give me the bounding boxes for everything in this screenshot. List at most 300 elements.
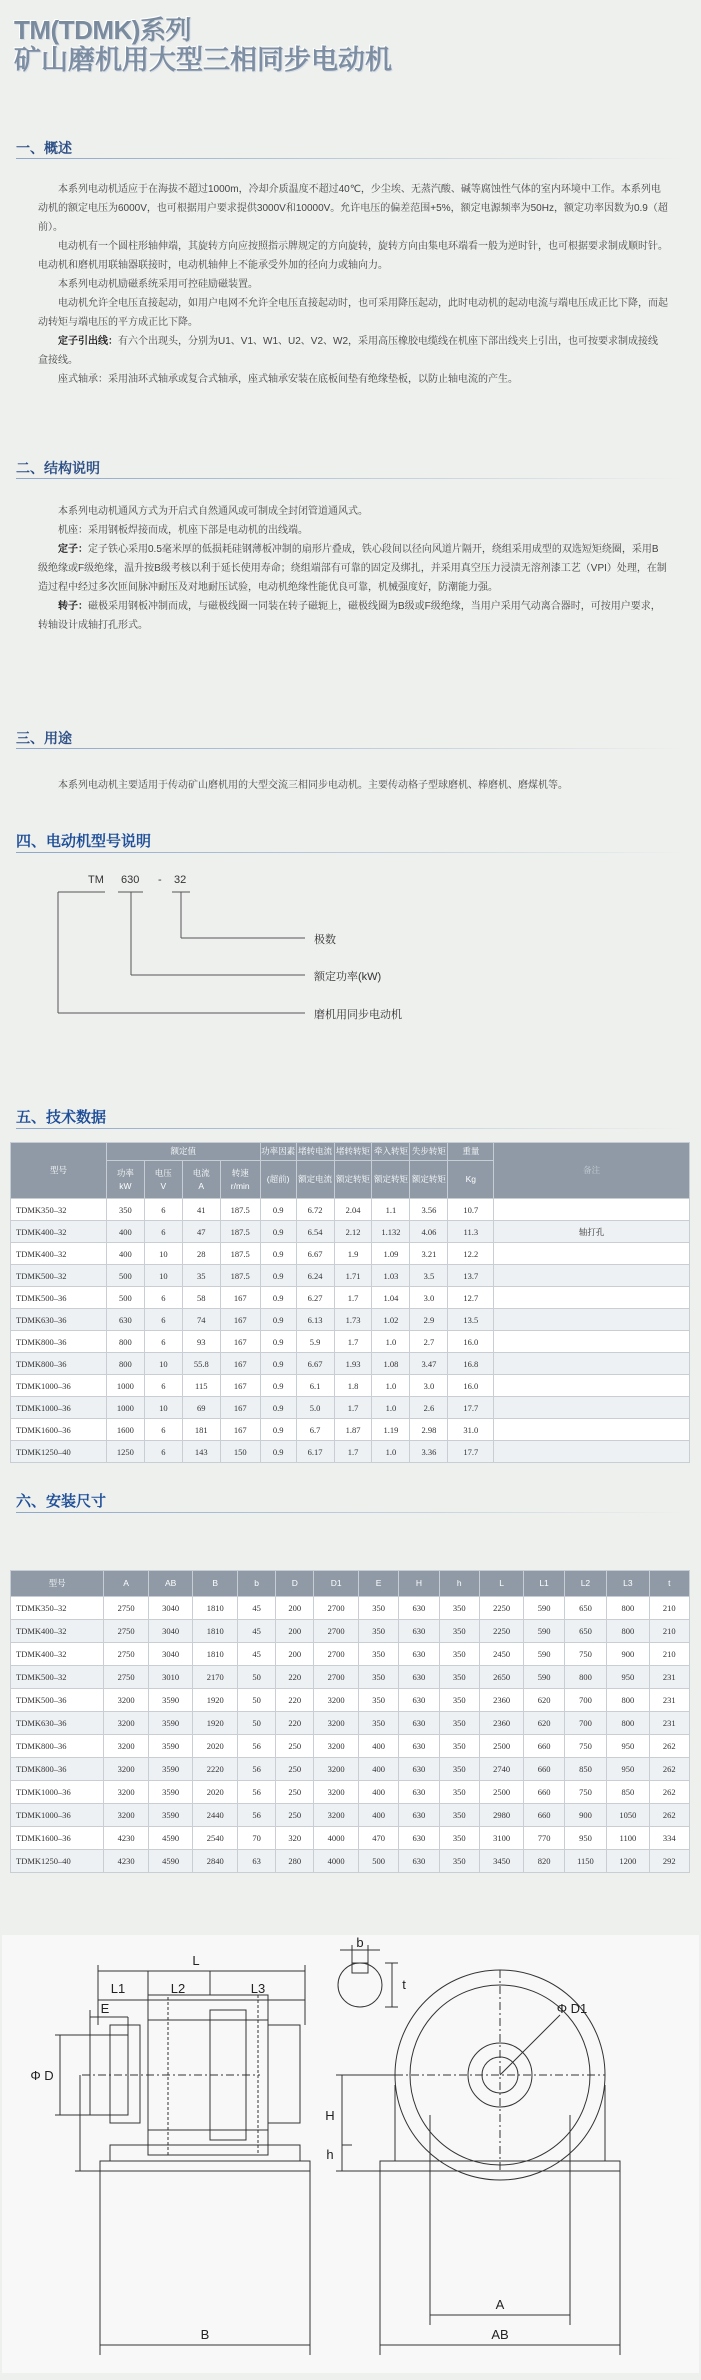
overview-paragraph-text: 座式轴承：采用油环式轴承或复合式轴承，座式轴承安装在底板间垫有绝缘垫板，以防止轴电流的产生。 (58, 374, 518, 385)
tech-table-cell: 400 (106, 1243, 144, 1265)
install-table-cell: 770 (524, 1827, 564, 1850)
tech-table-cell: 5.9 (296, 1331, 334, 1353)
tech-table-cell: 2.9 (410, 1309, 448, 1331)
overview-paragraph-text: 本系列电动机适应于在海拔不超过1000m，冷却介质温度不超过40℃，少尘埃、无蒸汽酸、碱等腐蚀性气体的室内环境中工作。本系列电动机的额定电压为6000V，也可根据用户要求提供3000V和10000V。允许电压的偏差范围+5%，额定电源频率为50Hz，额定功率因数为0.9（超前）。 (38, 184, 668, 233)
install-header-cell: h (439, 1571, 479, 1597)
install-table-cell: 200 (276, 1643, 314, 1666)
install-table-cell: TDMK350–32 (11, 1597, 104, 1620)
install-table-cell: 56 (238, 1735, 276, 1758)
install-table-cell: 2500 (479, 1781, 524, 1804)
install-table-cell: 262 (649, 1804, 689, 1827)
install-table-cell: 2170 (193, 1666, 238, 1689)
tech-table-cell: 1.132 (372, 1221, 410, 1243)
tech-table-cell: 1.08 (372, 1353, 410, 1375)
install-table-cell: 2020 (193, 1781, 238, 1804)
install-table-cell: 3200 (104, 1804, 149, 1827)
tech-table-cell (494, 1419, 690, 1441)
tech-table-cell: 10 (144, 1265, 182, 1287)
install-table-cell: 350 (439, 1804, 479, 1827)
install-table-cell: 590 (524, 1597, 564, 1620)
install-table-cell: 3100 (479, 1827, 524, 1850)
install-table-cell: TDMK1600–36 (11, 1827, 104, 1850)
tech-data-table (10, 1142, 690, 1463)
install-table-cell: 231 (649, 1689, 689, 1712)
install-table-cell: 220 (276, 1666, 314, 1689)
install-table-cell: 45 (238, 1597, 276, 1620)
install-table-cell: 800 (607, 1620, 649, 1643)
tech-table-row (11, 1419, 690, 1441)
install-table-cell: 800 (607, 1597, 649, 1620)
usage-paragraph-text: 本系列电动机主要适用于传动矿山磨机用的大型交流三相同步电动机。主要传动格子型球磨机、棒磨机、磨煤机等。 (58, 780, 568, 791)
install-table-cell: 3200 (104, 1689, 149, 1712)
install-table-cell: 700 (564, 1689, 606, 1712)
install-table-cell: 3040 (148, 1620, 193, 1643)
install-table-cell: 56 (238, 1758, 276, 1781)
tech-table-cell (494, 1375, 690, 1397)
tech-table-cell: 500 (106, 1265, 144, 1287)
install-table-cell: 350 (439, 1689, 479, 1712)
install-table-cell: 2750 (104, 1597, 149, 1620)
tech-table-cell (494, 1287, 690, 1309)
tech-table-cell: TDMK500–36 (11, 1287, 107, 1309)
install-table-cell: 900 (607, 1643, 649, 1666)
tech-table-cell: 0.9 (260, 1287, 296, 1309)
install-table-cell: 50 (238, 1689, 276, 1712)
install-table-cell: 660 (524, 1804, 564, 1827)
structure-paragraph (38, 502, 668, 521)
structure-paragraph-lead: 转子： (58, 601, 88, 612)
install-table-cell: 4000 (314, 1850, 359, 1873)
tech-table-cell: 115 (182, 1375, 220, 1397)
drawing-label-b: b (356, 1935, 364, 1950)
install-table-cell: 800 (564, 1666, 606, 1689)
overview-heading: 一、概述 (16, 140, 72, 156)
tech-table-cell (494, 1397, 690, 1419)
install-table-row (11, 1689, 690, 1712)
install-header-cell: E (358, 1571, 398, 1597)
tech-header-pullout-sub: 额定转矩 (410, 1161, 448, 1199)
tech-table-row (11, 1199, 690, 1221)
install-table-cell: 400 (358, 1781, 398, 1804)
install-table-cell: 3200 (314, 1804, 359, 1827)
install-table-cell: 3200 (104, 1712, 149, 1735)
install-table-cell: 3040 (148, 1643, 193, 1666)
install-table-cell: 820 (524, 1850, 564, 1873)
overview-paragraph (38, 294, 668, 332)
install-table-cell: 3200 (104, 1781, 149, 1804)
tech-table-cell (494, 1353, 690, 1375)
tech-table-cell: 1000 (106, 1397, 144, 1419)
install-header-cell: L1 (524, 1571, 564, 1597)
install-table-cell: 350 (439, 1827, 479, 1850)
tech-table-cell: 1.0 (372, 1331, 410, 1353)
tech-table-cell: 1.71 (334, 1265, 372, 1287)
install-table-cell: 2250 (479, 1597, 524, 1620)
drawing-label-D1: Φ D1 (556, 2001, 588, 2016)
install-table-cell: 2700 (314, 1666, 359, 1689)
install-table-cell: 2440 (193, 1804, 238, 1827)
tech-table-cell (494, 1243, 690, 1265)
tech-table-cell: 0.9 (260, 1199, 296, 1221)
tech-table-cell: 167 (220, 1309, 260, 1331)
install-table-cell: 50 (238, 1666, 276, 1689)
drawing-label-L2: L2 (170, 1981, 186, 1996)
tech-table-row (11, 1287, 690, 1309)
install-table-cell: 2500 (479, 1735, 524, 1758)
install-table-cell: 630 (399, 1643, 439, 1666)
model-label-poles: 极数 (314, 934, 336, 946)
install-table-cell: 630 (399, 1666, 439, 1689)
install-header-cell: b (238, 1571, 276, 1597)
tech-table-cell: 6 (144, 1331, 182, 1353)
install-table-row (11, 1643, 690, 1666)
tech-table-cell: 69 (182, 1397, 220, 1419)
tech-table-cell: 1.04 (372, 1287, 410, 1309)
install-table-cell: 334 (649, 1827, 689, 1850)
tech-table-cell: 1.19 (372, 1419, 410, 1441)
tech-header-locked-torque-sub: 额定转矩 (334, 1161, 372, 1199)
tech-table-cell: TDMK1600–36 (11, 1419, 107, 1441)
install-table-cell: 470 (358, 1827, 398, 1850)
tech-table-cell: 1.8 (334, 1375, 372, 1397)
install-table-cell: TDMK800–36 (11, 1735, 104, 1758)
tech-table-cell: 74 (182, 1309, 220, 1331)
tech-table-cell: 6 (144, 1199, 182, 1221)
install-table-cell: 280 (276, 1850, 314, 1873)
install-table-cell: 210 (649, 1643, 689, 1666)
tech-header-pullin: 牵入转矩 (372, 1143, 410, 1161)
model-code-diagram (0, 880, 340, 1030)
overview-paragraph-text: 有六个出现头，分别为U1、V1、W1、U2、V2、W2，采用高压橡胶电缆线在机座下部出线夹上引出，也可按要求制成接线盒接线。 (38, 336, 659, 366)
install-table-cell: 1920 (193, 1712, 238, 1735)
model-code-separator: - (158, 874, 162, 886)
drawing-label-AB: AB (491, 2327, 509, 2342)
install-table-cell: 350 (439, 1712, 479, 1735)
install-table-row (11, 1597, 690, 1620)
install-table-cell: 3200 (314, 1689, 359, 1712)
tech-table-cell: 41 (182, 1199, 220, 1221)
tech-table-cell: 800 (106, 1331, 144, 1353)
tech-table-cell: 13.7 (448, 1265, 494, 1287)
tech-table-cell: 1.9 (334, 1243, 372, 1265)
tech-table-cell: 3.21 (410, 1243, 448, 1265)
tech-table-row (11, 1221, 690, 1243)
overview-paragraph (38, 237, 668, 275)
tech-table-cell: 400 (106, 1221, 144, 1243)
install-table-cell: 350 (358, 1643, 398, 1666)
tech-table-cell: 167 (220, 1353, 260, 1375)
structure-heading: 二、结构说明 (16, 460, 100, 476)
usage-paragraph (38, 776, 668, 795)
install-dim-table (10, 1570, 690, 1873)
model-label-power: 额定功率(kW) (314, 971, 382, 983)
install-table-cell: 630 (399, 1781, 439, 1804)
install-table-cell: 350 (358, 1597, 398, 1620)
tech-table-cell: 93 (182, 1331, 220, 1353)
structure-body (38, 502, 668, 635)
overview-paragraph-text: 电动机有一个圆柱形轴伸端，其旋转方向应按照指示牌规定的方向旋转，旋转方向由集电环端看一般为逆时针，也可根据要求制成顺时针。电动机和磨机用联轴器联接时，电动机轴伸上不能承受外加的径向力或轴向力。 (38, 241, 668, 271)
install-table-cell: 1100 (607, 1827, 649, 1850)
tech-table-cell: 150 (220, 1441, 260, 1463)
tech-header-weight-unit: Kg (448, 1161, 494, 1199)
tech-table-cell: 1.7 (334, 1287, 372, 1309)
install-table-cell: 210 (649, 1597, 689, 1620)
structure-paragraph-text: 定子铁心采用0.5毫米厚的低损耗硅钢薄板冲制的扇形片叠成，铁心段间以径向风道片隔开，绕组采用成型的双选短矩绕圈，采用B级绝缘或F级绝缘，温升按B级考核以利于延长使用寿命；绕组端部有可靠的固定及绑扎，并采用真空压力浸渍无溶剂漆工艺（VPI）处理，在制造过程中经过多次匝间脉冲耐压及对地耐压试验，电动机绝缘性能优良可靠，机械强度好，防潮能力强。 (38, 544, 667, 593)
drawing-label-L3: L3 (250, 1981, 266, 1996)
install-table-cell: 350 (358, 1712, 398, 1735)
tech-table-cell: 10 (144, 1397, 182, 1419)
tech-table-cell: 1.73 (334, 1309, 372, 1331)
tech-header-locked-torque: 堵转转矩 (334, 1143, 372, 1161)
install-table-cell: 4230 (104, 1827, 149, 1850)
overview-body (38, 180, 668, 389)
install-table-cell: 850 (607, 1781, 649, 1804)
install-table-cell: 3200 (314, 1781, 359, 1804)
tech-table-cell: 0.9 (260, 1265, 296, 1287)
install-table-cell: 630 (399, 1597, 439, 1620)
drawing-label-A: A (495, 2297, 505, 2312)
tech-divider (16, 1128, 686, 1129)
tech-table-cell: 187.5 (220, 1265, 260, 1287)
tech-table-row (11, 1397, 690, 1419)
install-table-cell: 200 (276, 1620, 314, 1643)
install-table-row (11, 1735, 690, 1758)
tech-table-cell: 55.8 (182, 1353, 220, 1375)
install-table-cell: 2020 (193, 1735, 238, 1758)
drawing-label-h: h (326, 2147, 334, 2162)
tech-table-cell: 6.54 (296, 1221, 334, 1243)
install-table-cell: 45 (238, 1643, 276, 1666)
tech-table-cell: 35 (182, 1265, 220, 1287)
tech-table-cell: 1600 (106, 1419, 144, 1441)
overview-paragraph-lead: 定子引出线： (58, 336, 118, 347)
tech-table-cell: 6.7 (296, 1419, 334, 1441)
tech-table-cell: 143 (182, 1441, 220, 1463)
install-table-cell: 231 (649, 1712, 689, 1735)
install-table-cell: TDMK630–36 (11, 1712, 104, 1735)
install-table-cell: 350 (358, 1666, 398, 1689)
install-table-cell: 750 (564, 1735, 606, 1758)
tech-table-cell: 3.0 (410, 1287, 448, 1309)
install-table-cell: 590 (524, 1620, 564, 1643)
model-divider (16, 852, 686, 853)
tech-table-row (11, 1441, 690, 1463)
install-table-row (11, 1850, 690, 1873)
tech-table-cell: 187.5 (220, 1243, 260, 1265)
install-table-cell: 50 (238, 1712, 276, 1735)
install-table-cell: TDMK1250–40 (11, 1850, 104, 1873)
install-table-cell: 350 (439, 1758, 479, 1781)
install-table-cell: 660 (524, 1781, 564, 1804)
tech-table-cell: 16.0 (448, 1375, 494, 1397)
tech-table-cell: 500 (106, 1287, 144, 1309)
tech-table-cell: 1.87 (334, 1419, 372, 1441)
install-header-cell: A (104, 1571, 149, 1597)
tech-table-cell: 6 (144, 1419, 182, 1441)
drawing-label-L1: L1 (110, 1981, 126, 1996)
install-table-cell: 630 (399, 1620, 439, 1643)
install-table-cell: 350 (439, 1781, 479, 1804)
install-table-cell: 56 (238, 1781, 276, 1804)
tech-table-cell: 630 (106, 1309, 144, 1331)
install-table-cell: 590 (524, 1643, 564, 1666)
installation-dimension-drawing (0, 1935, 701, 2375)
tech-table-cell: 2.6 (410, 1397, 448, 1419)
tech-table-cell: 6.72 (296, 1199, 334, 1221)
drawing-label-B: B (200, 2327, 210, 2342)
install-table-cell: 1810 (193, 1597, 238, 1620)
install-table-row (11, 1666, 690, 1689)
install-header-cell: t (649, 1571, 689, 1597)
tech-table-cell: 167 (220, 1419, 260, 1441)
model-code-power: 630 (121, 874, 140, 886)
tech-table-cell: 1.0 (372, 1375, 410, 1397)
usage-body (38, 776, 668, 795)
tech-table-cell: 3.0 (410, 1375, 448, 1397)
install-table-cell: 2750 (104, 1620, 149, 1643)
tech-table-cell: 31.0 (448, 1419, 494, 1441)
tech-table-cell: 0.9 (260, 1397, 296, 1419)
tech-table-cell: 3.5 (410, 1265, 448, 1287)
tech-header-speed: 转速 r/min (220, 1161, 260, 1199)
tech-table-cell: 167 (220, 1375, 260, 1397)
tech-header-remark: 备注 (494, 1143, 690, 1199)
install-table-cell: 250 (276, 1735, 314, 1758)
install-table-cell: 2360 (479, 1689, 524, 1712)
structure-paragraph (38, 597, 668, 635)
usage-divider (16, 748, 686, 749)
structure-paragraph (38, 521, 668, 540)
tech-table-cell (494, 1265, 690, 1287)
tech-table-cell: 0.9 (260, 1419, 296, 1441)
install-table-cell: 630 (399, 1758, 439, 1781)
install-table-cell: 210 (649, 1620, 689, 1643)
tech-table-cell: 1.09 (372, 1243, 410, 1265)
install-table-cell: 850 (564, 1758, 606, 1781)
install-table-cell: 800 (607, 1712, 649, 1735)
drawing-label-E: E (100, 2001, 110, 2016)
install-table-cell: 630 (399, 1689, 439, 1712)
install-table-cell: 3200 (314, 1712, 359, 1735)
install-table-cell: 350 (439, 1666, 479, 1689)
structure-paragraph-text: 机座：采用钢板焊接而成，机座下部是电动机的出线端。 (58, 525, 308, 536)
install-table-cell: 4230 (104, 1850, 149, 1873)
tech-table-cell: TDMK800–36 (11, 1353, 107, 1375)
tech-table-cell: 17.7 (448, 1397, 494, 1419)
tech-table-cell: 6.13 (296, 1309, 334, 1331)
install-table-cell: 3590 (148, 1781, 193, 1804)
install-table-cell: 350 (439, 1597, 479, 1620)
install-table-cell: 630 (399, 1804, 439, 1827)
install-table-cell: 3200 (104, 1758, 149, 1781)
tech-table-row (11, 1331, 690, 1353)
install-table-cell: 200 (276, 1597, 314, 1620)
install-table-cell: 590 (524, 1666, 564, 1689)
tech-header-model: 型号 (11, 1143, 107, 1199)
install-table-cell: 3200 (314, 1758, 359, 1781)
drawing-label-D: Φ D (30, 2068, 54, 2083)
overview-paragraph-text: 电动机允许全电压直接起动，如用户电网不允许全电压直接起动时，也可采用降压起动，此时电动机的起动电流与端电压成正比下降，而起动转矩与端电压的平方成正比下降。 (38, 298, 668, 328)
install-table-cell: 70 (238, 1827, 276, 1850)
tech-table-cell: 350 (106, 1199, 144, 1221)
overview-paragraph (38, 332, 668, 370)
install-header-cell: 型号 (11, 1571, 104, 1597)
tech-table-cell: 轴打孔 (494, 1221, 690, 1243)
install-table-cell: 2840 (193, 1850, 238, 1873)
tech-table-cell: 181 (182, 1419, 220, 1441)
install-table-cell: 3040 (148, 1597, 193, 1620)
tech-table-cell: 4.06 (410, 1221, 448, 1243)
tech-table-row (11, 1375, 690, 1397)
tech-table-cell: 5.0 (296, 1397, 334, 1419)
tech-table-row (11, 1309, 690, 1331)
tech-table-cell: 10.7 (448, 1199, 494, 1221)
structure-paragraph-lead: 定子： (58, 544, 88, 555)
install-table-cell: 262 (649, 1735, 689, 1758)
tech-table-cell: 3.36 (410, 1441, 448, 1463)
install-table-cell: 56 (238, 1804, 276, 1827)
install-table-cell: 2700 (314, 1643, 359, 1666)
tech-table-cell: 12.7 (448, 1287, 494, 1309)
install-table-row (11, 1804, 690, 1827)
tech-header-locked-current: 堵转电流 (296, 1143, 334, 1161)
tech-table-cell: 167 (220, 1287, 260, 1309)
tech-table-cell: 0.9 (260, 1353, 296, 1375)
install-table-cell: 900 (564, 1804, 606, 1827)
structure-paragraph-text: 本系列电动机通风方式为开启式自然通风或可制成全封闭管道通风式。 (58, 506, 368, 517)
install-table-row (11, 1827, 690, 1850)
install-table-cell: 4590 (148, 1850, 193, 1873)
tech-table-cell: 10 (144, 1353, 182, 1375)
install-table-cell: 250 (276, 1781, 314, 1804)
install-table-cell: 2540 (193, 1827, 238, 1850)
install-table-cell: 4590 (148, 1827, 193, 1850)
tech-table-cell: TDMK1000–36 (11, 1397, 107, 1419)
install-table-cell: 3200 (104, 1735, 149, 1758)
tech-table-cell: 6.24 (296, 1265, 334, 1287)
install-table-cell: 500 (358, 1850, 398, 1873)
install-table-cell: TDMK800–36 (11, 1758, 104, 1781)
tech-table-cell: 3.56 (410, 1199, 448, 1221)
tech-header-weight: 重量 (448, 1143, 494, 1161)
tech-table-cell: 0.9 (260, 1441, 296, 1463)
drawing-label-t: t (402, 1977, 406, 1992)
structure-divider (16, 478, 686, 479)
install-table-cell: 1150 (564, 1850, 606, 1873)
install-table-cell: 620 (524, 1689, 564, 1712)
install-table-cell: 320 (276, 1827, 314, 1850)
install-header-cell: L2 (564, 1571, 606, 1597)
install-table-cell: 750 (564, 1781, 606, 1804)
install-table-cell: 800 (607, 1689, 649, 1712)
tech-heading: 五、技术数据 (16, 1109, 107, 1126)
install-table-cell: 660 (524, 1735, 564, 1758)
install-table-cell: 950 (564, 1827, 606, 1850)
overview-paragraph-text: 本系列电动机励磁系统采用可控硅励磁装置。 (58, 279, 258, 290)
install-table-cell: 3590 (148, 1735, 193, 1758)
install-table-cell: 3590 (148, 1712, 193, 1735)
tech-table-cell: 1.1 (372, 1199, 410, 1221)
install-table-cell: 660 (524, 1758, 564, 1781)
install-table-cell: 63 (238, 1850, 276, 1873)
install-table-cell: 262 (649, 1781, 689, 1804)
structure-paragraph (38, 540, 668, 597)
install-table-row (11, 1758, 690, 1781)
drawing-label-H: H (325, 2108, 335, 2123)
install-table-cell: 630 (399, 1735, 439, 1758)
install-table-cell: 2360 (479, 1712, 524, 1735)
install-table-cell: 250 (276, 1804, 314, 1827)
